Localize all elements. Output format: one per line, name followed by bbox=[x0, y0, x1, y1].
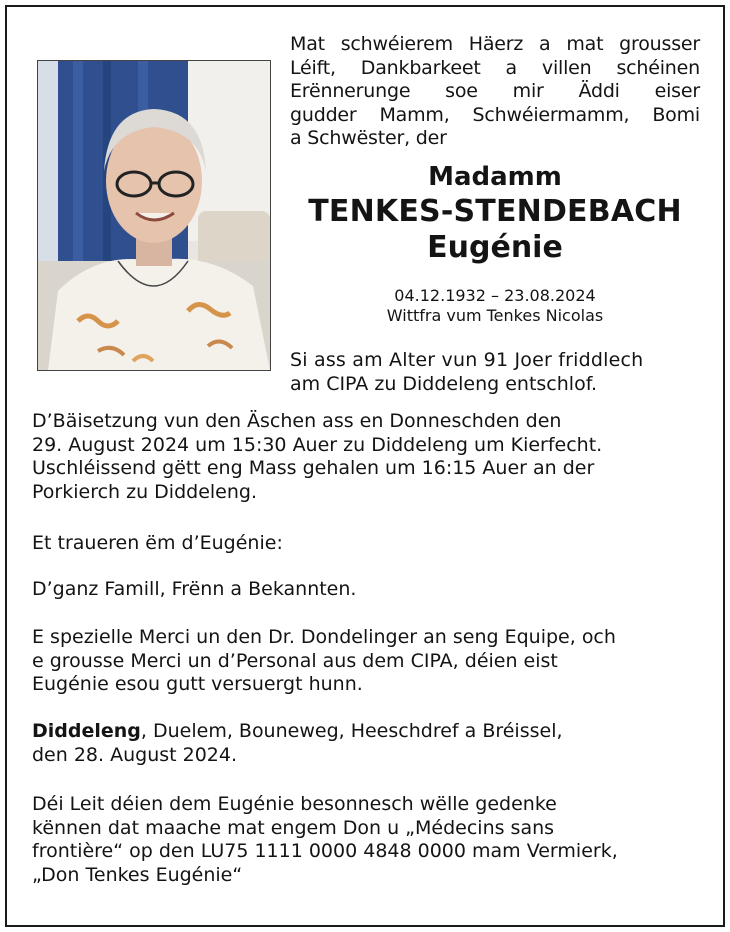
donation-line: kënnen dat maache mat engem Don u „Médecins sans bbox=[32, 816, 555, 839]
intro-line: gudder Mamm, Schwéiermamm, Bomi bbox=[290, 103, 700, 126]
intro-text bbox=[290, 33, 700, 151]
mourners-intro: Et traueren ëm d’Eugénie: bbox=[32, 532, 283, 554]
intro-line: Erënnerunge soe mir Äddi eiser bbox=[290, 80, 700, 102]
place-rest: , Duelem, Bouneweg, Heeschdref a Bréissel, bbox=[140, 720, 563, 742]
salutation: Madamm bbox=[428, 162, 562, 192]
intro-line: Mat schwéierem Häerz a mat grousser bbox=[290, 33, 700, 55]
given-name: Eugénie bbox=[427, 230, 563, 265]
thanks-line: e grousse Merci un d’Personal aus dem CIPA, déien eist bbox=[32, 649, 558, 672]
thanks-line: E spezielle Merci un den Dr. Dondelinger an seng Equipe, och bbox=[32, 626, 616, 648]
town-name: Diddeleng bbox=[32, 720, 141, 742]
funeral-line: D’Bäisetzung vun den Äschen ass en Donneschden den bbox=[32, 410, 562, 432]
widow-of: Wittfra vum Tenkes Nicolas bbox=[386, 306, 604, 325]
portrait-image bbox=[38, 61, 270, 370]
donation-line: Déi Leit déien dem Eugénie besonnesch wëlle gedenke bbox=[32, 793, 557, 815]
thanks-text bbox=[32, 626, 712, 697]
date-line: den 28. August 2024. bbox=[32, 743, 238, 766]
funeral-details bbox=[32, 410, 712, 504]
funeral-line: Porkierch zu Diddeleng. bbox=[32, 480, 257, 503]
portrait-photo bbox=[37, 60, 271, 371]
surname: TENKES-STENDEBACH bbox=[308, 194, 682, 229]
funeral-line: 29. August 2024 um 15:30 Auer zu Diddeleng um Kierfecht. bbox=[32, 433, 603, 456]
funeral-line: Uschléissend gëtt eng Mass gehalen um 16:15 Auer an der bbox=[32, 457, 595, 479]
life-dates: 04.12.1932 – 23.08.2024 bbox=[394, 286, 596, 305]
intro-line: a Schwëster, der bbox=[290, 127, 447, 149]
passing-line: am CIPA zu Diddeleng entschlof. bbox=[290, 373, 598, 395]
deceased-name-block bbox=[290, 160, 700, 266]
donation-text bbox=[32, 793, 712, 887]
passing-line: Si ass am Alter vun 91 Joer friddlech bbox=[290, 349, 644, 371]
donation-line: „Don Tenkes Eugénie“ bbox=[32, 863, 243, 886]
intro-line: Léift, Dankbarkeet a villen schéinen bbox=[290, 56, 700, 79]
place-line bbox=[32, 720, 712, 744]
place-and-date bbox=[32, 720, 712, 767]
passing-text bbox=[290, 348, 700, 396]
donation-line: frontière“ op den LU75 1111 0000 4848 0000 mam Vermierk, bbox=[32, 840, 618, 862]
mourners: D’ganz Famill, Frënn a Bekannten. bbox=[32, 578, 357, 600]
thanks-line: Eugénie esou gutt versuergt hunn. bbox=[32, 673, 363, 695]
